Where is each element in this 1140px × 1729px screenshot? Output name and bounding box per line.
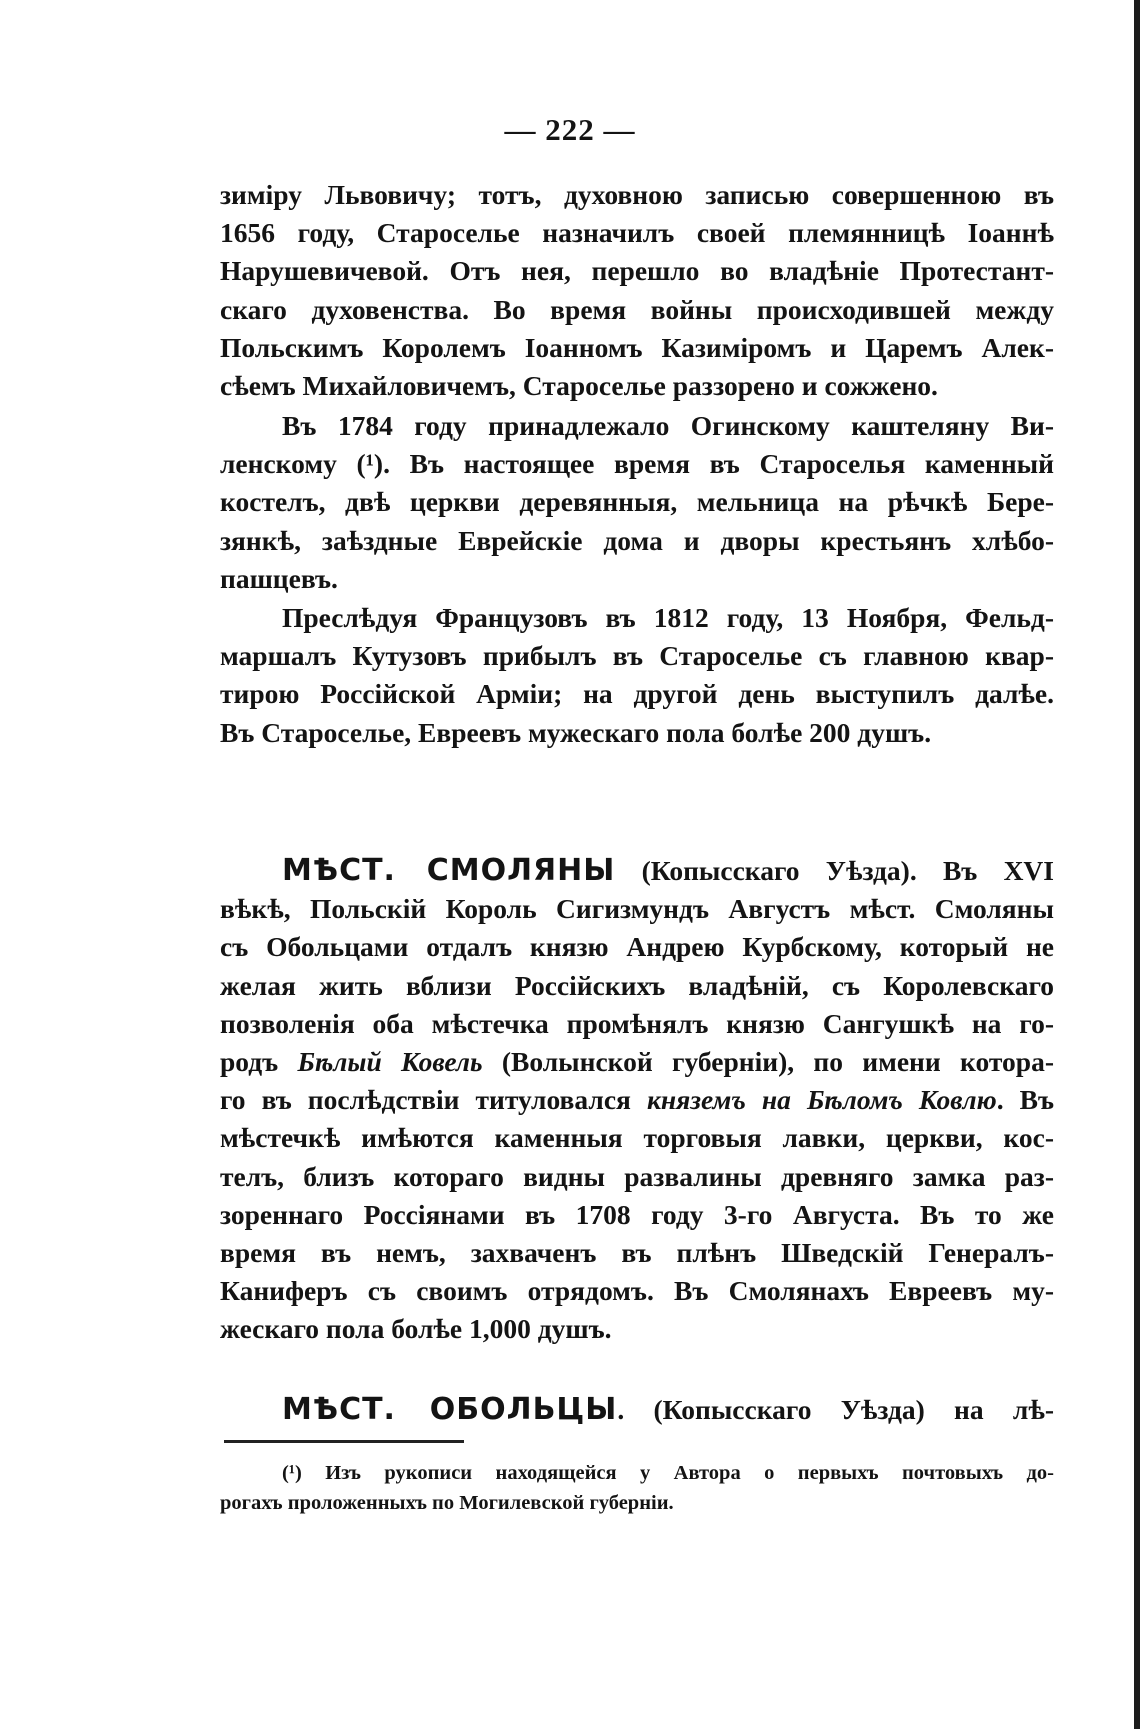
italic-title: княземъ на Бѣломъ Ковлю (646, 1084, 997, 1116)
text-line: сѣемъ Михайловичемъ, Староселье раззорено и сожжено. (220, 370, 938, 402)
text-line: Преслѣдуя Французовъ въ 1812 году, 13 Ноября, Фельд- (282, 602, 1054, 633)
text-line: телъ, близъ котораго видны развалины древняго замка раз- (220, 1160, 1054, 1192)
text-line: жескаго пола болѣе 1,000 душъ. (220, 1313, 612, 1345)
footnote-line: рогахъ проложенныхъ по Могилевской губерніи. (220, 1492, 674, 1514)
text-line: мѣстечкѣ имѣются каменныя торговыя лавки, церкви, кос- (220, 1122, 1054, 1154)
text-span: (Копысскаго Уѣзда). Въ XVI (615, 855, 1054, 886)
text-line (220, 1043, 1054, 1081)
text-line: Въ 1784 году принадлежало Огинскому каштеляну Ви- (282, 410, 1054, 441)
italic-place-name: Бѣлый Ковель (297, 1046, 483, 1078)
text-line: время въ немъ, захваченъ въ плѣнъ Шведскій Генералъ- (220, 1237, 1054, 1269)
text-line: Нарушевичевой. Отъ нея, перешло во владѣніе Протестант- (220, 255, 1054, 287)
text-line: Въ Староселье, Евреевъ мужескаго пола болѣе 200 душъ. (220, 716, 932, 748)
section-heading: МѢСТ. СМОЛЯНЫ (282, 853, 616, 888)
text-line: вѣкѣ, Польскій Король Сигизмундъ Августъ мѣст. Смоляны (220, 893, 1054, 925)
text-line: пашцевъ. (220, 562, 338, 594)
text-line: маршалъ Кутузовъ прибылъ въ Староселье съ главною квар- (220, 640, 1054, 672)
text-line (220, 852, 1054, 890)
paragraph-staroselye-history (220, 176, 1054, 405)
footnote-line: (¹) Изъ рукописи находящейся у Автора о первыхъ почтовыхъ до- (282, 1462, 1054, 1484)
text-line: позволенія оба мѣстечка промѣнялъ князю Сангушкѣ на го- (220, 1007, 1054, 1039)
text-line: желая жить вблизи Россійскихъ владѣній, съ Королевскаго (220, 969, 1054, 1001)
text-line: костелъ, двѣ церкви деревянныя, мельница на рѣчкѣ Бере- (220, 486, 1054, 518)
section-obolcy (220, 1391, 1054, 1429)
section-smolyany (220, 852, 1054, 1349)
text-line: тирою Россійской Арміи; на другой день выступилъ далѣе. (220, 678, 1054, 710)
text-line: ленскому (¹). Въ настоящее время въ Староселья каменный (220, 448, 1054, 480)
paragraph-1784 (220, 407, 1054, 598)
section-heading: МѢСТ. ОБОЛЬЦЫ (282, 1392, 618, 1427)
text-line: Польскимъ Королемъ Іоанномъ Казиміромъ и Царемъ Алек- (220, 331, 1054, 363)
text-span: . Въ (996, 1084, 1055, 1116)
footnote (220, 1458, 1054, 1518)
text-span: го въ послѣдствіи титуловался (220, 1084, 647, 1116)
page-number: — 222 — (504, 112, 636, 147)
text-line: зиміру Львовичу; тотъ, духовною записью совершенною въ (220, 179, 1054, 210)
text-line: 1656 году, Староселье назначилъ своей племянницѣ Іоаннѣ (220, 217, 1054, 249)
text-span: родъ (220, 1046, 298, 1078)
paragraph-1812 (220, 599, 1054, 752)
text-line (220, 1391, 1054, 1429)
text-line (220, 1081, 1054, 1119)
text-span: . (Копысскаго Уѣзда) на лѣ- (617, 1394, 1054, 1425)
text-line: Каниферъ съ своимъ отрядомъ. Въ Смолянахъ Евреевъ му- (220, 1275, 1054, 1307)
text-line: зореннаго Россіянами въ 1708 году 3-го Августа. Въ то же (220, 1198, 1054, 1230)
text-line: съ Обольцами отдалъ князю Андрею Курбскому, который не (220, 931, 1054, 963)
text-line: скаго духовенства. Во время войны происходившей между (220, 293, 1054, 325)
page-edge-shadow (1134, 0, 1140, 1729)
footnote-divider (224, 1440, 464, 1443)
text-span: (Волынской губерніи), по имени котора- (482, 1046, 1054, 1078)
text-line: зянкѣ, заѣздные Еврейскіе дома и дворы крестьянъ хлѣбо- (220, 524, 1054, 556)
